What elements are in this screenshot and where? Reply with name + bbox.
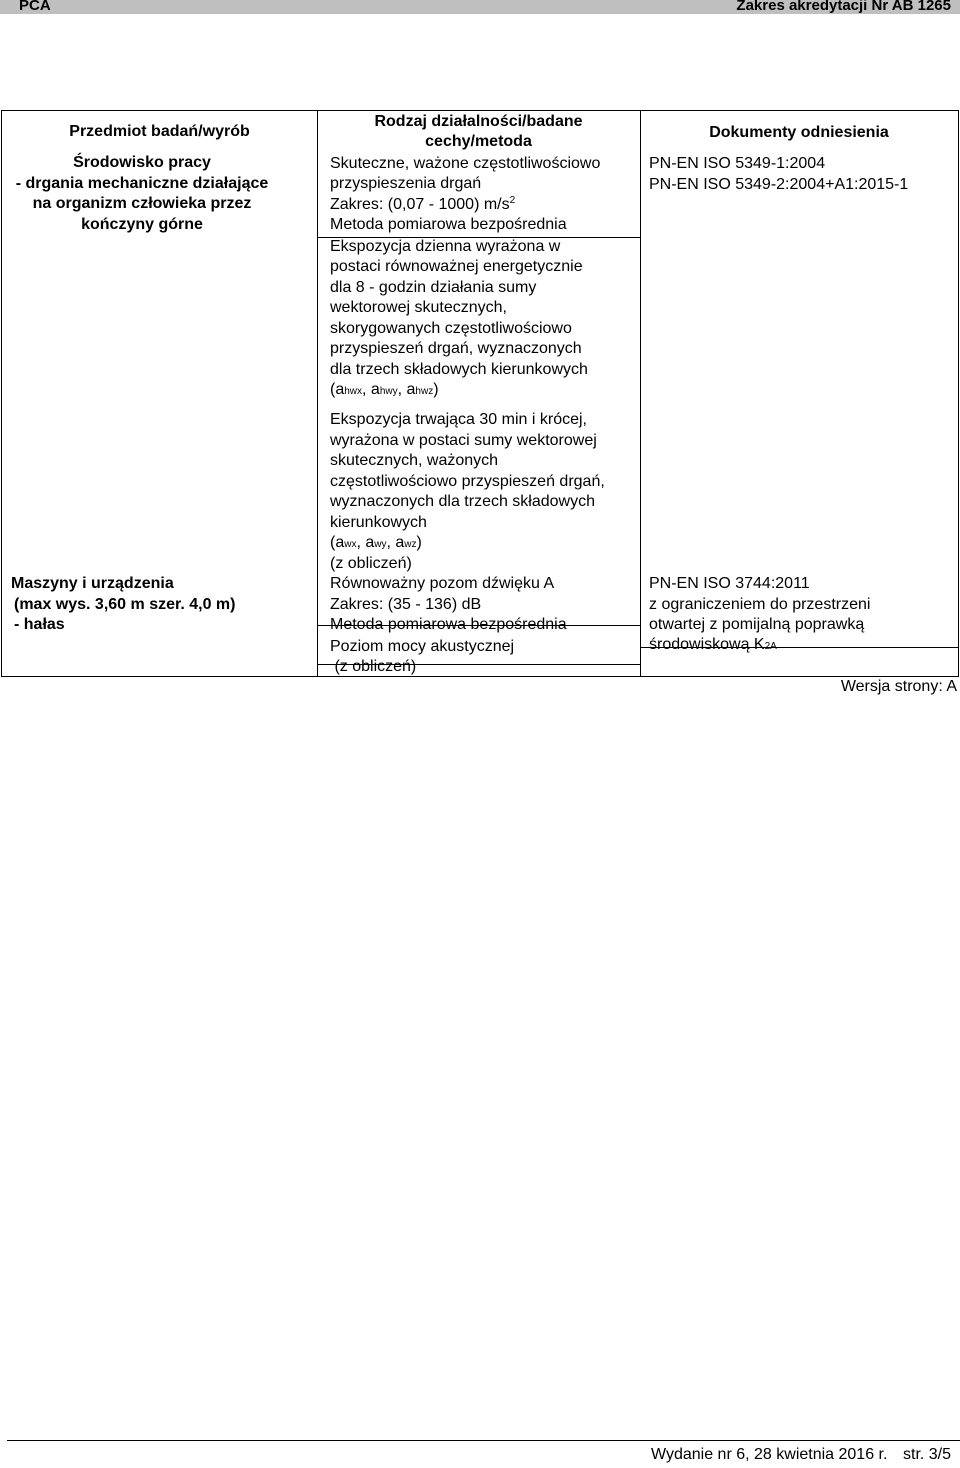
note-subscript: 2A xyxy=(764,641,777,652)
page-header xyxy=(0,0,960,14)
symbol-text: , a xyxy=(386,534,405,551)
column-header-activity-cont: cechy/metoda xyxy=(425,133,532,150)
column-header-activity: Rodzaj działalności/badane xyxy=(374,113,583,130)
column-header-subject: Przedmiot badań/wyrób xyxy=(69,123,250,140)
header-title: Zakres akredytacji Nr AB 1265 xyxy=(736,0,951,14)
symbol-subscript: hwy xyxy=(379,386,398,397)
footer-divider xyxy=(7,1440,960,1441)
method-line: częstotliwościowo przyspieszeń drgań, xyxy=(330,473,605,490)
footer-edition: Wydanie nr 6, 28 kwietnia 2016 r. xyxy=(651,1446,888,1463)
symbol-text: , a xyxy=(397,381,416,398)
symbol-text: (a xyxy=(330,381,345,398)
symbol-subscript: hwz xyxy=(415,386,434,397)
symbol-subscript: wy xyxy=(374,539,387,550)
range-text: Zakres: (0,07 - 1000) m/s xyxy=(330,196,510,213)
method-line: Ekspozycja trwająca 30 min i krócej, xyxy=(330,411,587,428)
subject-line: (max wys. 3,60 m szer. 4,0 m) xyxy=(14,596,236,613)
method-line: Poziom mocy akustycznej xyxy=(330,638,515,655)
method-line: przyspieszeń drgań, wyznaczonych xyxy=(330,340,582,357)
column-divider xyxy=(317,111,318,676)
method-line: (z obliczeń) xyxy=(330,658,417,675)
method-note: (z obliczeń) xyxy=(330,555,412,572)
method-line: dla trzech składowych kierunkowych xyxy=(330,361,588,378)
method-line: Metoda pomiarowa bezpośrednia xyxy=(330,616,567,633)
method-line: Ekspozycja dzienna wyrażona w xyxy=(330,238,561,255)
symbol-subscript: hwx xyxy=(344,386,363,397)
method-symbols xyxy=(330,533,422,556)
reference-note: otwartej z pomijalną poprawką xyxy=(649,616,865,633)
method-line: Zakres: (35 - 136) dB xyxy=(330,596,482,613)
subject-line: Środowisko pracy xyxy=(73,154,211,171)
method-line: wyrażona w postaci sumy wektorowej xyxy=(330,432,597,449)
symbol-subscript: wx xyxy=(344,539,357,550)
symbol-subscript: wz xyxy=(404,539,417,550)
symbol-text: , a xyxy=(356,534,375,551)
footer-page-number: str. 3/5 xyxy=(903,1446,952,1463)
subject-line: - drgania mechaniczne działające xyxy=(15,175,269,192)
page-version: Wersja strony: A xyxy=(840,678,957,695)
method-symbols xyxy=(330,380,439,403)
method-line: wyznaczonych dla trzech składowych xyxy=(330,493,596,510)
reference-note: z ograniczeniem do przestrzeni xyxy=(649,596,871,613)
symbol-text: ) xyxy=(416,534,422,551)
subject-line: - hałas xyxy=(14,616,65,633)
method-line: dla 8 - godzin działania sumy xyxy=(330,279,537,296)
method-line: postaci równoważnej energetycznie xyxy=(330,258,583,275)
method-line: kierunkowych xyxy=(330,514,427,531)
method-line: Równoważny pozom dźwięku A xyxy=(330,575,555,592)
note-text: środowiskową K xyxy=(649,636,765,653)
symbol-text: , a xyxy=(362,381,380,398)
reference-document: PN-EN ISO 5349-1:2004 xyxy=(649,155,826,172)
column-header-documents: Dokumenty odniesienia xyxy=(709,124,889,141)
column-divider xyxy=(640,111,641,676)
subject-line: Maszyny i urządzenia xyxy=(11,575,174,592)
reference-note xyxy=(649,635,777,658)
header-org: PCA xyxy=(19,0,51,14)
reference-document: PN-EN ISO 3744:2011 xyxy=(649,575,810,592)
range-unit-exponent: 2 xyxy=(509,195,516,206)
method-line: przyspieszenia drgań xyxy=(330,175,482,192)
subject-line: kończyny górne xyxy=(81,216,203,233)
symbol-text: ) xyxy=(433,381,439,398)
method-line: Skuteczne, ważone częstotliwościowo xyxy=(330,155,601,172)
accreditation-table xyxy=(1,110,959,677)
reference-document: PN-EN ISO 5349-2:2004+A1:2015-1 xyxy=(649,176,909,193)
subject-line: na organizm człowieka przez xyxy=(32,195,252,212)
method-line: wektorowej skutecznych, xyxy=(330,299,507,316)
method-line: skorygowanych częstotliwościowo xyxy=(330,320,572,337)
symbol-text: (a xyxy=(330,534,345,551)
method-line: skutecznych, ważonych xyxy=(330,452,499,469)
method-type: Metoda pomiarowa bezpośrednia xyxy=(330,216,567,233)
